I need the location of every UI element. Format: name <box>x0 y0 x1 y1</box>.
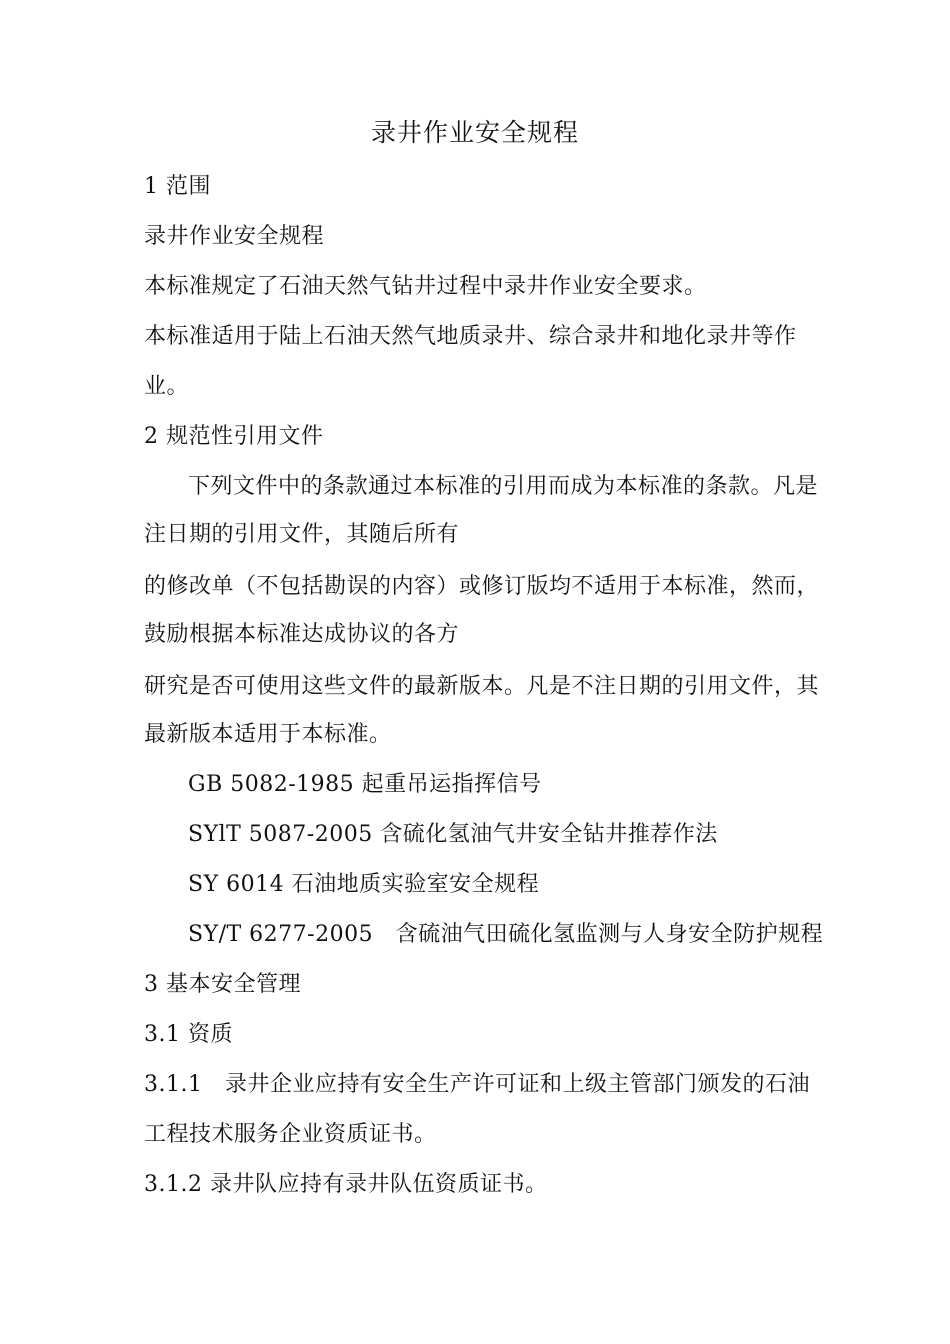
paragraph-line: 下列文件中的条款通过本标准的引用而成为本标准的条款。凡是 <box>188 474 819 499</box>
paragraph-line: 最新版本适用于本标准。 <box>144 722 392 747</box>
reference-item: SY/T 6277-2005 含硫油气田硫化氢监测与人身安全防护规程 <box>188 922 824 947</box>
section-heading-scope: 1 范围 <box>144 174 211 199</box>
reference-item: SYlT 5087-2005 含硫化氢油气井安全钻井推荐作法 <box>188 822 718 847</box>
paragraph-line: 本标准适用于陆上石油天然气地质录井、综合录井和地化录井等作 <box>144 324 797 349</box>
section-heading-references: 2 规范性引用文件 <box>144 424 324 449</box>
paragraph-line: 本标准规定了石油天然气钻井过程中录井作业安全要求。 <box>144 274 707 299</box>
reference-item: SY 6014 石油地质实验室安全规程 <box>188 872 540 897</box>
document-title: 录井作业安全规程 <box>370 118 579 147</box>
paragraph-line: 3.1.1 录井企业应持有安全生产许可证和上级主管部门颁发的石油 <box>144 1072 810 1097</box>
paragraph-line: 研究是否可使用这些文件的最新版本。凡是不注日期的引用文件，其 <box>144 674 820 699</box>
paragraph-line: 工程技术服务企业资质证书。 <box>144 1122 437 1147</box>
paragraph-line: 鼓励根据本标准达成协议的各方 <box>144 622 460 647</box>
paragraph-line: 3.1.2 录井队应持有录井队伍资质证书。 <box>144 1172 548 1197</box>
reference-item: GB 5082-1985 起重吊运指挥信号 <box>188 772 542 797</box>
paragraph-line: 业。 <box>144 374 190 399</box>
paragraph-line: 录井作业安全规程 <box>144 224 325 249</box>
paragraph-line: 注日期的引用文件，其随后所有 <box>144 522 460 547</box>
paragraph-line: 的修改单（不包括勘误的内容）或修订版均不适用于本标准，然而， <box>144 574 820 599</box>
subsection-heading: 3.1 资质 <box>144 1022 233 1047</box>
section-heading-safety: 3 基本安全管理 <box>144 972 301 997</box>
